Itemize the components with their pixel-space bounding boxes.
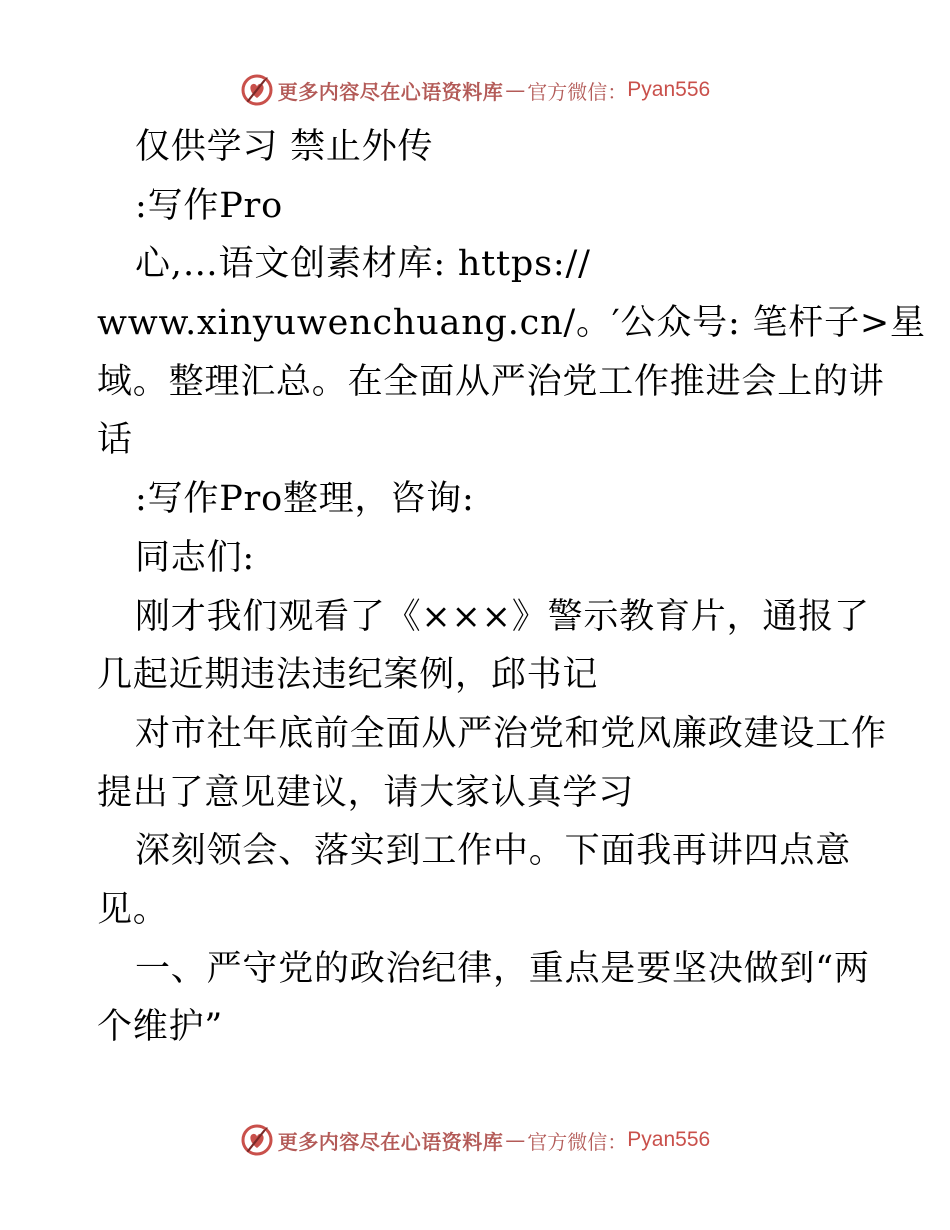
document-body xyxy=(97,118,926,1057)
section-heading-continued: 个维护” xyxy=(97,1007,224,1048)
pen-heart-logo-icon xyxy=(240,1123,274,1157)
section-heading: 一、严守党的政治纪律，重点是要坚决做到“两 xyxy=(135,948,870,989)
body-line: :写作Pro整理，咨询: xyxy=(135,479,475,520)
body-line: 深刻领会、落实到工作中。下面我再讲四点意 xyxy=(135,831,852,872)
body-line: 同志们: xyxy=(135,537,255,578)
body-line: 话 xyxy=(97,420,133,461)
pen-heart-logo-icon xyxy=(240,73,274,107)
brand-text: 更多内容尽在心语资料库 xyxy=(277,79,504,104)
wechat-id: Pyan556 xyxy=(627,78,711,101)
body-line: 心,…语文创素材库: https:// xyxy=(135,244,591,285)
brand-separator: — xyxy=(505,78,526,102)
body-line: :写作Pro xyxy=(135,185,283,226)
body-line: www.xinyuwenchuang.cn/。′公众号: 笔杆子>星 xyxy=(97,303,926,344)
body-line: 见。 xyxy=(97,889,169,930)
body-line: 几起近期违法违纪案例，邱书记 xyxy=(97,655,599,696)
body-line: 刚才我们观看了《×××》警示教育片，通报了 xyxy=(135,596,870,637)
wechat-label: 官方微信： xyxy=(527,79,628,104)
header-banner xyxy=(0,70,950,110)
wechat-label: 官方微信： xyxy=(527,1129,628,1154)
footer-banner xyxy=(0,1120,950,1160)
body-line: 对市社年底前全面从严治党和党风廉政建设工作 xyxy=(135,713,887,754)
brand-text: 更多内容尽在心语资料库 xyxy=(277,1129,504,1154)
body-line: 仅供学习 禁止外传 xyxy=(135,127,434,167)
brand-separator: — xyxy=(505,1128,526,1152)
body-line: 域。整理汇总。在全面从严治党工作推进会上的讲 xyxy=(97,361,885,402)
wechat-id: Pyan556 xyxy=(627,1128,711,1151)
body-line: 提出了意见建议，请大家认真学习 xyxy=(97,772,635,813)
